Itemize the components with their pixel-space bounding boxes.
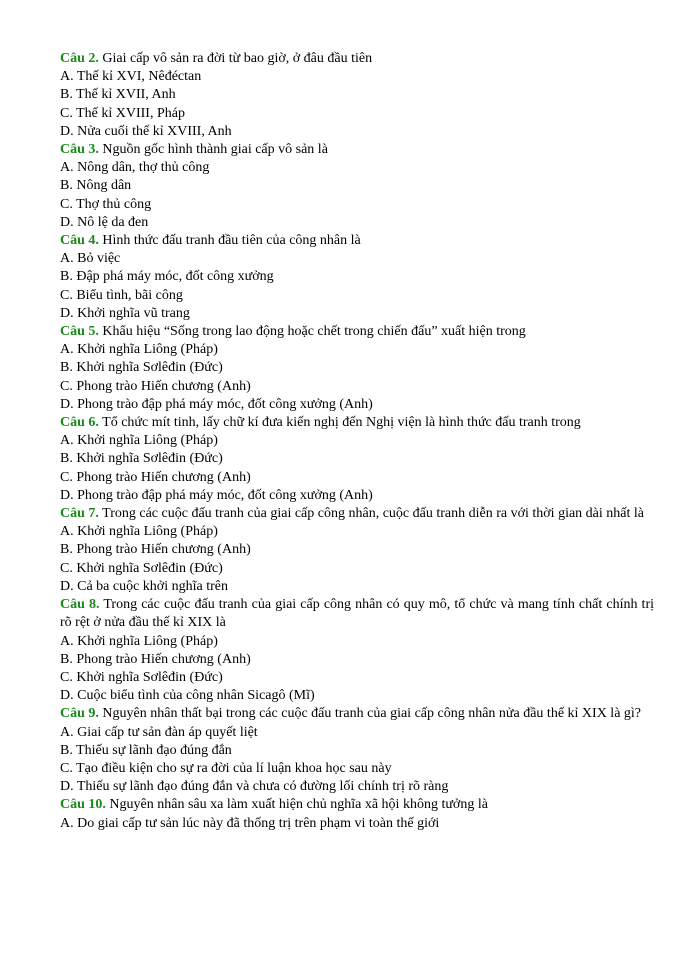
answer-option: D. Phong trào đập phá máy móc, đốt công xưởng (Anh) [60, 487, 373, 503]
question-label: Câu 5. [60, 324, 99, 340]
question-text [60, 414, 654, 432]
question-label: Câu 10. [60, 797, 106, 813]
answer-option: A. Khởi nghĩa Liông (Pháp) [60, 342, 218, 358]
question-block [60, 141, 654, 232]
answer-option: C. Phong trào Hiến chương (Anh) [60, 378, 251, 394]
question-text [60, 796, 654, 814]
answer-option: C. Khởi nghĩa Sơlêđin (Đức) [60, 560, 223, 576]
question-block [60, 232, 654, 323]
answer-option: B. Đập phá máy móc, đốt công xưởng [60, 269, 274, 285]
answer-option: D. Nô lệ da đen [60, 214, 149, 230]
answer-option: D. Cuộc biểu tình của công nhân Sicagô (Mĩ) [60, 688, 315, 704]
question-label: Câu 7. [60, 506, 99, 522]
question-prompt: Trong các cuộc đấu tranh của giai cấp công nhân có quy mô, tổ chức và mang tính chất chính trị rõ rệt ở nửa đầu thế kỉ XIX là [60, 597, 654, 631]
question-label: Câu 2. [60, 51, 99, 66]
answer-option: A. Bỏ việc [60, 251, 121, 267]
question-block [60, 596, 654, 705]
question-block [60, 505, 654, 596]
answer-option: C. Biểu tình, bãi công [60, 287, 183, 303]
answer-option: C. Thế kỉ XVIII, Pháp [60, 105, 185, 121]
question-text [60, 50, 654, 68]
question-block [60, 705, 654, 796]
answer-option: A. Khởi nghĩa Liông (Pháp) [60, 433, 218, 449]
question-block [60, 50, 654, 141]
question-label: Câu 4. [60, 233, 99, 249]
question-prompt: Trong các cuộc đấu tranh của giai cấp công nhân, cuộc đấu tranh diễn ra với thời gian dài nhất là [98, 506, 644, 522]
question-label: Câu 8. [60, 597, 100, 613]
question-block [60, 414, 654, 505]
question-text [60, 596, 654, 632]
answer-option: D. Phong trào đập phá máy móc, đốt công xưởng (Anh) [60, 396, 373, 412]
question-label: Câu 3. [60, 142, 99, 158]
answer-option: B. Thế kỉ XVII, Anh [60, 87, 176, 103]
answer-option: A. Do giai cấp tư sản lúc này đã thống trị trên phạm vi toàn thế giới [60, 815, 440, 831]
answer-option: A. Giai cấp tư sản đàn áp quyết liệt [60, 724, 258, 740]
answer-option: C. Khởi nghĩa Sơlêđin (Đức) [60, 669, 223, 685]
question-prompt: Nguyên nhân thất bại trong các cuộc đấu tranh của giai cấp công nhân nửa đầu thế kỉ XIX là gì? [98, 706, 642, 722]
question-text [60, 505, 654, 523]
answer-option: B. Nông dân [60, 178, 132, 194]
answer-option: D. Khởi nghĩa vũ trang [60, 305, 190, 321]
question-text [60, 705, 654, 723]
question-text [60, 323, 654, 341]
question-block [60, 796, 654, 832]
question-prompt: Hình thức đấu tranh đầu tiên của công nhân là [98, 233, 361, 249]
document-page [60, 50, 654, 833]
answer-option: C. Tạo điều kiện cho sự ra đời của lí luận khoa học sau này [60, 760, 392, 776]
question-label: Câu 9. [60, 706, 99, 722]
answer-option: B. Thiếu sự lãnh đạo đúng đắn [60, 742, 232, 758]
answer-option: A. Khởi nghĩa Liông (Pháp) [60, 524, 218, 540]
answer-option: D. Thiếu sự lãnh đạo đúng đắn và chưa có đường lối chính trị rõ ràng [60, 779, 449, 795]
answer-option: C. Phong trào Hiến chương (Anh) [60, 469, 251, 485]
question-label: Câu 6. [60, 415, 99, 431]
question-prompt: Giai cấp vô sản ra đời từ bao giờ, ở đâu đầu tiên [98, 51, 373, 66]
answer-option: D. Nửa cuối thế kỉ XVIII, Anh [60, 123, 232, 139]
question-prompt: Khẩu hiệu “Sống trong lao động hoặc chết trong chiến đấu” xuất hiện trong [98, 324, 526, 340]
answer-option: A. Khởi nghĩa Liông (Pháp) [60, 633, 218, 649]
question-block [60, 323, 654, 414]
question-text [60, 141, 654, 159]
question-text [60, 232, 654, 250]
question-prompt: Nguồn gốc hình thành giai cấp vô sản là [98, 142, 328, 158]
question-prompt: Tổ chức mít tinh, lấy chữ kí đưa kiến nghị đến Nghị viện là hình thức đấu tranh trong [98, 415, 581, 431]
answer-option: A. Thế kỉ XVI, Nêđéctan [60, 69, 202, 85]
answer-option: B. Khởi nghĩa Sơlêđin (Đức) [60, 451, 223, 467]
question-prompt: Nguyên nhân sâu xa làm xuất hiện chủ nghĩa xã hội không tưởng là [105, 797, 488, 813]
answer-option: A. Nông dân, thợ thủ công [60, 160, 210, 176]
answer-option: D. Cả ba cuộc khởi nghĩa trên [60, 578, 228, 594]
answer-option: B. Phong trào Hiến chương (Anh) [60, 651, 251, 667]
answer-option: B. Khởi nghĩa Sơlêđin (Đức) [60, 360, 223, 376]
answer-option: B. Phong trào Hiến chương (Anh) [60, 542, 251, 558]
answer-option: C. Thợ thủ công [60, 196, 152, 212]
